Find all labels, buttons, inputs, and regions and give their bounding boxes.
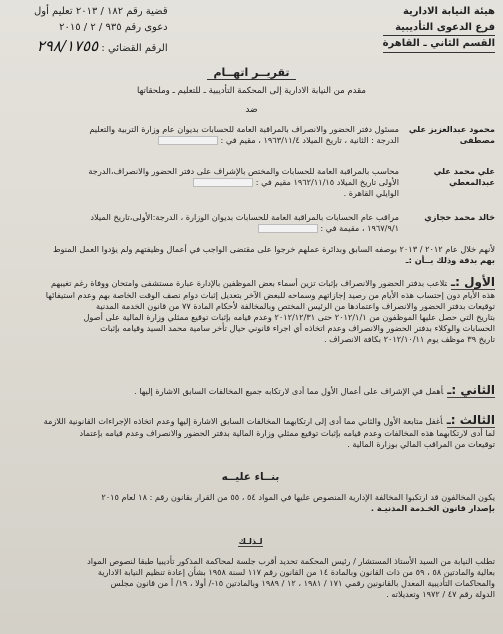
defendant-detail-line [5,223,399,234]
intro-line: لأنهم خلال عام ٢٠١٢ / ٢٠١٣ بوصفه السابق وبدائرة عملهم خرجوا على مقتضى الواجب في أعمال وظيفتهم ولم يؤدوا العمل المنوط [52,244,495,254]
charge-label: الأول :ـ [451,275,495,289]
request-paragraph [6,556,495,600]
charge-second [6,382,495,398]
section-heading-therefore: بنــاء عليــه [221,471,280,483]
charge-line: الحسابات والوكلاء بدفتر الحضور والانصراف وعدم اتخاذه أي اجراء قانوني حيال تأخر سامية محمد السيد وقيامه بإثبات [100,323,495,334]
section-name: القسم الثاني ـ القاهرة [383,36,495,53]
charge-line: هذه الأيام دون إحتساب هذه الأيام من رصيد إجازاتهم وسماحه للبعض الآخر بتعديل إثبات دوام نصف الوقت الخاصة بهم وعدم استيفائها [45,290,495,301]
defendant-details [5,166,399,199]
conclusion-line: بإصدار قانون الخـدمة المدنيـة . [370,503,495,514]
charge-third [6,412,495,450]
charge-line: أهمل في الإشراف على أعمال الأول مما أدى لارتكابه جميع المخالفات السابق الاشارة إليها . [134,386,444,396]
defendant-detail-line: محاسب بالمراقبة العامة للحسابات والمختص بالإشراف على دفتر الحضور والانصراف،الدرجة [88,166,399,176]
suit-number: دعوى رقم ٩٣٥ / ٢ / ٢٠١٥ [59,21,168,33]
against-separator: ضد [245,105,258,115]
accusation-intro [6,244,495,266]
branch-name: فرع الدعوى التأديبية [383,20,495,37]
judicial-number-row [34,35,168,58]
request-line: الدولة رقم ٤٧ / ١٩٧٢ وتعديلاته . [386,589,495,600]
conclusion-line: يكون المخالفون قد ارتكبوا المخالفة الإدارية المنصوص عليها في المواد ٥٤ ، ٥٥ من القرار بقانون رقم : ١٨ لعام ٢٠١٥ [101,492,495,502]
defendant-detail-line [5,177,399,188]
conclusion-paragraph [6,492,495,514]
judicial-number-label: الرقم القضائي : [101,43,168,54]
document-title [0,66,503,81]
defendant-name: علي محمد علي عبدالمعطي [433,166,495,188]
charge-line: أغفل متابعة الأول والثاني مما أدى إلى ارتكابهما المخالفات السابق الاشارة إليها وعدم اتخاذه الإجراءات القانونية اللازمة [43,416,443,426]
charge-first [6,274,495,346]
defendant-name: محمود عبدالعزيز علي مصطفى [408,124,495,146]
document-subtitle: مقدم من النيابة الادارية إلى المحكمة التأديبية ـ للتعليم ـ وملحقاتها [137,86,366,96]
redaction-box [158,136,218,145]
charge-line: بتاريخ التي حصل عليها الموظفون من ٢٠١٢/١/١ حتى ٢٠١٢/١٢/٣١ وعدم قيامه بإثبات توقيع ممثلي وزارة المالية على أصول [83,312,495,323]
charge-line: توقيعات من المراقب المالي بوزارة المالية . [347,439,495,450]
request-heading-text: لـذلـك [238,536,263,546]
charge-line: تلاعب بدفتر الحضور والانصراف بإثبات تزين أسماء بعض الموظفين بالإدارة عبارة مستشفى وامتحان ووفاة رغم تغيبهم [51,278,447,288]
case-number: قضية رقم ١٨٢ / ٢٠١٣ تعليم أول [34,6,168,17]
case-reference-block [34,4,168,58]
authority-name: هيئة النيابة الادارية [402,6,495,17]
charge-line: تاريخ ٣٩ موظف يوم ٢٠١٢/١٠/١١ بكافة الانصراف . [323,334,495,345]
request-line: تطلب النيابة من السيد الأستاذ المستشار / رئيس المحكمة تحديد أقرب جلسة لمحاكمة المذكور تأديبيا طبقا لنصوص المواد [87,556,495,566]
defendant-detail-line: مراقب عام الحسابات بالمراقبة العامة للحسابات بديوان الوزارة ، الدرجة:الأولى،تاريخ الميلاد [90,212,399,222]
document-title-text: تقريــر اتهــام [207,66,295,80]
defendant-details [5,212,399,234]
charge-line: لما أدى لارتكابهما هذه المخالفات وعدم قيامه بإثبات توقيع ممثلي وزارة المالية بدفتر الحضور والانصراف وعدم قيامه بإعتماد [79,428,495,439]
judicial-number-handwritten: ٢٩٨/١٧٥٥ [36,37,99,55]
defendant-detail-text: ١٩٦٧/٩/١ ، مقيمة في : [320,223,399,234]
defendant-detail-text: الأولى تاريخ الميلاد ١٩٦٢/١١/١٥ مقيم في : [255,177,399,188]
charge-label: الثاني :ـ [447,383,495,397]
redaction-box [193,178,253,187]
charge-line: توقيعات بدفتر الحضور والانصراف واعتمادها من الرئيس المختص وبالمخالفة لأحكام المادة ٧٧ من قانون الخدمة المدنية [95,301,495,312]
defendant-details [5,124,399,146]
defendant-detail-line: مسئول دفتر الحضور والانصراف بالمراقبة العامة للحسابات بديوان عام وزارة التربية والتعليم [89,124,399,134]
request-line: بعالية والمادتين ٥٨ ، ٥٩ من ذات القانون وبالمادة ١٤ من القانون رقم ١١٧ لسنة ١٩٥٨ بشأن إعادة تنظيم النيابة الادارية [97,567,495,578]
issuing-authority-header [383,4,495,53]
request-heading [6,536,495,547]
defendant-name: خالد محمد حجازي [424,212,495,222]
defendant-detail-text: الدرجة : الثانية ، تاريخ الميلاد ١٩٦٣/١١/٤ ، مقيم في : [220,135,399,146]
redaction-box [258,224,318,233]
request-line: والمحاكمات التأديبية المعدل بالقانونين رقمي ١٧١ / ١٩٨١ ، ١٢ / ١٩٨٩ وبالمادتين ١٥-/ أولا ، ١٩/ أ من قانون مجلس [110,578,495,589]
defendant-detail-line: الوايلي القاهرة . [343,188,399,199]
intro-line: بهم بدقة وذلك بــأن :ـ [405,255,495,266]
defendant-detail-line [5,135,399,146]
charge-label: الثالث :ـ [446,413,495,427]
